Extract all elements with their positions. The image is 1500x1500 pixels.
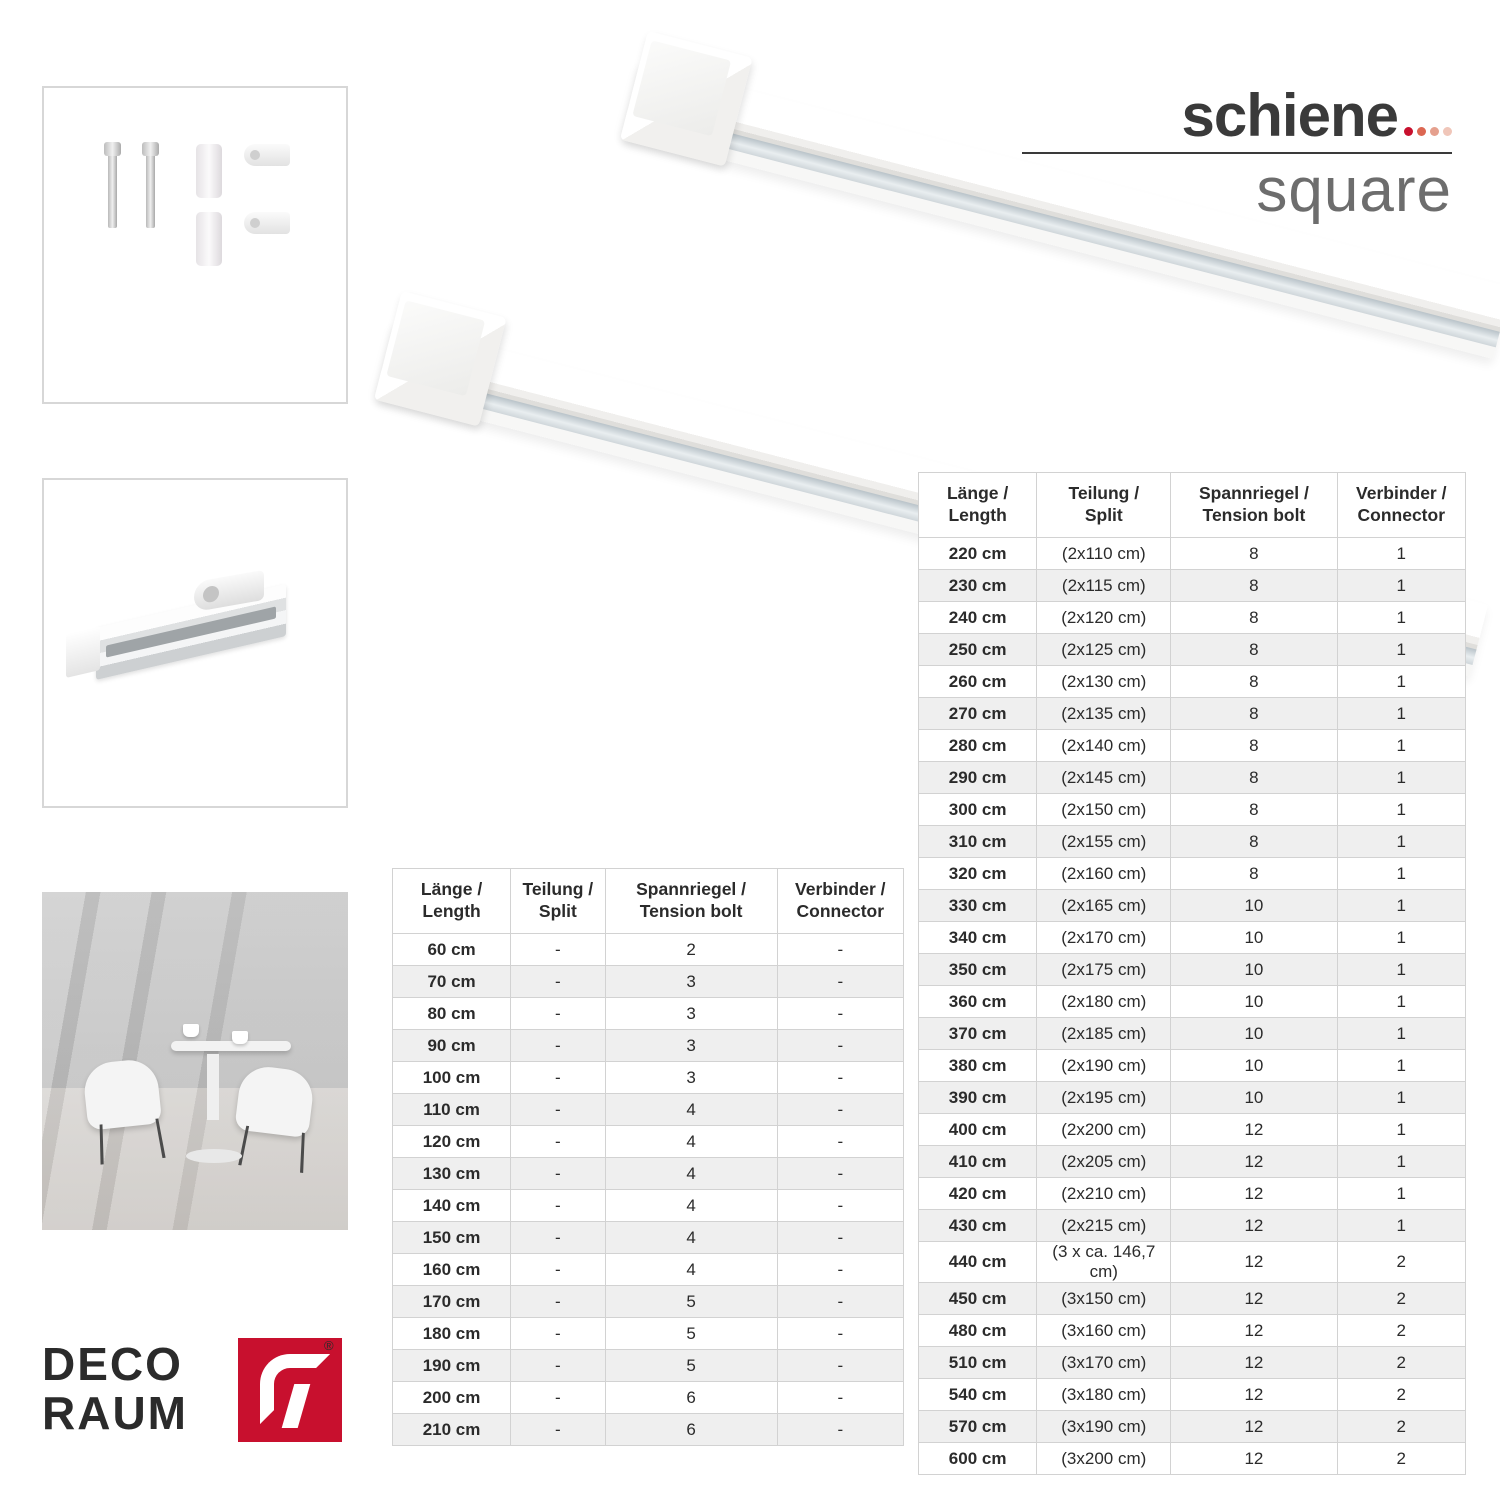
table-cell-split: -	[511, 1382, 606, 1414]
table-cell-split: -	[511, 934, 606, 966]
table-cell-conn: -	[777, 1222, 903, 1254]
table-cell-conn: -	[777, 1094, 903, 1126]
table-cell-bolt: 4	[605, 1190, 777, 1222]
table-cell-len: 400 cm	[919, 1114, 1037, 1146]
table-cell-len: 510 cm	[919, 1347, 1037, 1379]
table-row	[393, 1190, 904, 1222]
table-cell-split: (2x200 cm)	[1037, 1114, 1171, 1146]
table-cell-len: 180 cm	[393, 1318, 511, 1350]
table-cell-bolt: 12	[1171, 1114, 1337, 1146]
end-cap-icon	[66, 626, 100, 678]
brand-dots-icon	[1404, 127, 1452, 142]
table-cell-bolt: 8	[1171, 858, 1337, 890]
table-cell-conn: -	[777, 998, 903, 1030]
table-cell-split: (2x205 cm)	[1037, 1146, 1171, 1178]
column-header-split: Teilung / Split	[1037, 473, 1171, 538]
table-cell-conn: 2	[1337, 1315, 1466, 1347]
table-cell-len: 240 cm	[919, 602, 1037, 634]
table-cell-split: -	[511, 1350, 606, 1382]
screw-icon	[108, 152, 117, 228]
table-cell-bolt: 12	[1171, 1379, 1337, 1411]
table-row	[919, 602, 1466, 634]
thumbnail-profile-detail	[42, 478, 348, 808]
table-row	[919, 1146, 1466, 1178]
table-cell-bolt: 8	[1171, 538, 1337, 570]
table-row	[919, 570, 1466, 602]
table-cell-split: (2x135 cm)	[1037, 698, 1171, 730]
table-row	[919, 986, 1466, 1018]
table-cell-bolt: 8	[1171, 634, 1337, 666]
table-cell-split: (2x140 cm)	[1037, 730, 1171, 762]
table-cell-bolt: 12	[1171, 1315, 1337, 1347]
table-cell-bolt: 8	[1171, 730, 1337, 762]
table-cell-conn: -	[777, 1382, 903, 1414]
table-cell-split: (2x215 cm)	[1037, 1210, 1171, 1242]
table-cell-conn: 1	[1337, 634, 1466, 666]
table-cell-bolt: 10	[1171, 954, 1337, 986]
table-cell-len: 290 cm	[919, 762, 1037, 794]
wall-plug-icon	[196, 212, 222, 266]
table-cell-conn: 2	[1337, 1242, 1466, 1283]
table-cell-conn: -	[777, 1190, 903, 1222]
table-cell-split: -	[511, 1030, 606, 1062]
table-cell-bolt: 5	[605, 1286, 777, 1318]
table-cell-split: (2x210 cm)	[1037, 1178, 1171, 1210]
table-cell-bolt: 4	[605, 1222, 777, 1254]
table-cell-conn: 1	[1337, 986, 1466, 1018]
brand-title-primary-text: schiene	[1181, 82, 1398, 149]
table-row	[919, 1411, 1466, 1443]
table-cell-split: -	[511, 1094, 606, 1126]
column-header-split: Teilung / Split	[511, 869, 606, 934]
table-cell-len: 130 cm	[393, 1158, 511, 1190]
table-cell-split: -	[511, 1222, 606, 1254]
column-header-connector: Verbinder / Connector	[1337, 473, 1466, 538]
table-cell-conn: -	[777, 966, 903, 998]
table-row	[919, 1018, 1466, 1050]
table-row	[919, 634, 1466, 666]
table-cell-len: 340 cm	[919, 922, 1037, 954]
table-cell-bolt: 5	[605, 1350, 777, 1382]
table-cell-split: -	[511, 1286, 606, 1318]
table-row	[393, 1030, 904, 1062]
table-cell-len: 300 cm	[919, 794, 1037, 826]
column-header-connector: Verbinder / Connector	[777, 869, 903, 934]
table-row	[393, 1158, 904, 1190]
table-cell-conn: 1	[1337, 826, 1466, 858]
table-row	[393, 934, 904, 966]
table-cell-conn: 1	[1337, 570, 1466, 602]
table-cell-bolt: 12	[1171, 1283, 1337, 1315]
table-cell-len: 220 cm	[919, 538, 1037, 570]
table-cell-len: 170 cm	[393, 1286, 511, 1318]
table-cell-split: (2x110 cm)	[1037, 538, 1171, 570]
table-cell-len: 230 cm	[919, 570, 1037, 602]
table-cell-split: (2x165 cm)	[1037, 890, 1171, 922]
table-cell-len: 440 cm	[919, 1242, 1037, 1283]
table-cell-split: -	[511, 1158, 606, 1190]
table-cell-conn: 2	[1337, 1379, 1466, 1411]
table-cell-len: 480 cm	[919, 1315, 1037, 1347]
table-cell-split: -	[511, 966, 606, 998]
table-cell-split: (2x175 cm)	[1037, 954, 1171, 986]
logo-mark-icon	[238, 1338, 342, 1442]
table-cell-len: 350 cm	[919, 954, 1037, 986]
table-row	[919, 858, 1466, 890]
table-cell-len: 390 cm	[919, 1082, 1037, 1114]
table-row	[393, 1222, 904, 1254]
table-row	[919, 730, 1466, 762]
table-cell-bolt: 10	[1171, 1050, 1337, 1082]
table-cell-conn: 1	[1337, 762, 1466, 794]
table-cell-conn: 1	[1337, 858, 1466, 890]
table-cell-conn: -	[777, 1318, 903, 1350]
table-row	[919, 1242, 1466, 1283]
table-cell-split: (3x170 cm)	[1037, 1347, 1171, 1379]
table-row	[919, 1210, 1466, 1242]
table-cell-len: 450 cm	[919, 1283, 1037, 1315]
table-row	[919, 1050, 1466, 1082]
table-cell-bolt: 10	[1171, 986, 1337, 1018]
table-cell-conn: 1	[1337, 1018, 1466, 1050]
table-cell-conn: -	[777, 1350, 903, 1382]
thumbnail-hardware-parts	[42, 86, 348, 404]
table-cell-len: 90 cm	[393, 1030, 511, 1062]
table-cell-split: (2x185 cm)	[1037, 1018, 1171, 1050]
table-cell-conn: 1	[1337, 730, 1466, 762]
table-cell-len: 110 cm	[393, 1094, 511, 1126]
table-header-row	[919, 473, 1466, 538]
table-cell-bolt: 3	[605, 998, 777, 1030]
table-row	[393, 998, 904, 1030]
table-cell-bolt: 8	[1171, 570, 1337, 602]
table-row	[919, 794, 1466, 826]
table-cell-bolt: 8	[1171, 698, 1337, 730]
table-cell-len: 370 cm	[919, 1018, 1037, 1050]
brand-divider	[1022, 152, 1452, 154]
table-row	[393, 1094, 904, 1126]
table-cell-conn: -	[777, 1414, 903, 1446]
table-row	[919, 666, 1466, 698]
room-photo	[42, 892, 348, 1230]
table-cell-split: (2x145 cm)	[1037, 762, 1171, 794]
table-cell-conn: 1	[1337, 794, 1466, 826]
table-long-lengths	[918, 472, 1466, 1475]
table-cell-conn: 1	[1337, 602, 1466, 634]
table-cell-conn: 1	[1337, 1082, 1466, 1114]
table-cell-len: 250 cm	[919, 634, 1037, 666]
table-cell-len: 60 cm	[393, 934, 511, 966]
table-cell-len: 280 cm	[919, 730, 1037, 762]
column-header-length: Länge / Length	[393, 869, 511, 934]
column-header-tension-bolt: Spannriegel / Tension bolt	[1171, 473, 1337, 538]
table-cell-len: 360 cm	[919, 986, 1037, 1018]
table-row	[393, 1062, 904, 1094]
table-cell-len: 80 cm	[393, 998, 511, 1030]
table-cell-bolt: 12	[1171, 1146, 1337, 1178]
table-row	[919, 1283, 1466, 1315]
table-row	[393, 1126, 904, 1158]
table-cell-conn: 1	[1337, 1114, 1466, 1146]
table-cell-len: 600 cm	[919, 1443, 1037, 1475]
table-cell-split: (2x180 cm)	[1037, 986, 1171, 1018]
table-row	[919, 826, 1466, 858]
table-row	[919, 1178, 1466, 1210]
table-cell-bolt: 8	[1171, 666, 1337, 698]
table-stem-icon	[207, 1054, 219, 1120]
table-cell-bolt: 10	[1171, 890, 1337, 922]
table-row	[393, 966, 904, 998]
table-cell-bolt: 2	[605, 934, 777, 966]
table-cell-bolt: 12	[1171, 1210, 1337, 1242]
table-cell-len: 190 cm	[393, 1350, 511, 1382]
table-cell-conn: -	[777, 1286, 903, 1318]
table-cell-bolt: 10	[1171, 1018, 1337, 1050]
table-row	[919, 1379, 1466, 1411]
table-cell-bolt: 6	[605, 1414, 777, 1446]
table-cell-conn: 1	[1337, 890, 1466, 922]
table-cell-bolt: 12	[1171, 1443, 1337, 1475]
table-cell-len: 430 cm	[919, 1210, 1037, 1242]
table-cell-bolt: 10	[1171, 922, 1337, 954]
table-short-body	[393, 934, 904, 1446]
table-cell-conn: 2	[1337, 1443, 1466, 1475]
table-row	[919, 538, 1466, 570]
table-cell-len: 380 cm	[919, 1050, 1037, 1082]
table-cell-len: 330 cm	[919, 890, 1037, 922]
table-cell-split: (2x170 cm)	[1037, 922, 1171, 954]
table-cell-conn: 1	[1337, 922, 1466, 954]
table-cell-split: (2x160 cm)	[1037, 858, 1171, 890]
table-cell-len: 260 cm	[919, 666, 1037, 698]
table-cell-bolt: 10	[1171, 1082, 1337, 1114]
chair-icon	[234, 1063, 315, 1138]
table-cell-len: 320 cm	[919, 858, 1037, 890]
table-cell-bolt: 12	[1171, 1178, 1337, 1210]
table-cell-conn: 1	[1337, 538, 1466, 570]
table-long-body	[919, 538, 1466, 1475]
table-row	[919, 1443, 1466, 1475]
table-cell-split: (2x125 cm)	[1037, 634, 1171, 666]
table-cell-split: -	[511, 998, 606, 1030]
table-cell-len: 540 cm	[919, 1379, 1037, 1411]
table-cell-bolt: 4	[605, 1158, 777, 1190]
table-cell-split: (2x155 cm)	[1037, 826, 1171, 858]
table-cell-split: (3x180 cm)	[1037, 1379, 1171, 1411]
table-row	[393, 1286, 904, 1318]
table-cell-conn: -	[777, 1254, 903, 1286]
table-cell-len: 140 cm	[393, 1190, 511, 1222]
table-row	[393, 1254, 904, 1286]
table-cell-bolt: 12	[1171, 1242, 1337, 1283]
table-cell-split: (2x195 cm)	[1037, 1082, 1171, 1114]
table-cell-bolt: 12	[1171, 1411, 1337, 1443]
table-cell-conn: 1	[1337, 1050, 1466, 1082]
screw-icon	[146, 152, 155, 228]
table-cell-split: (2x130 cm)	[1037, 666, 1171, 698]
table-cell-bolt: 4	[605, 1126, 777, 1158]
logo-wordmark	[42, 1340, 188, 1438]
table-row	[919, 1347, 1466, 1379]
table-cell-len: 70 cm	[393, 966, 511, 998]
logo-line-2: RAUM	[42, 1386, 188, 1439]
table-row	[393, 1382, 904, 1414]
table-cell-len: 150 cm	[393, 1222, 511, 1254]
table-cell-conn: -	[777, 1126, 903, 1158]
table-cell-split: (2x115 cm)	[1037, 570, 1171, 602]
table-cell-len: 210 cm	[393, 1414, 511, 1446]
table-row	[393, 1318, 904, 1350]
table-cell-split: (3x150 cm)	[1037, 1283, 1171, 1315]
table-cell-bolt: 8	[1171, 794, 1337, 826]
table-cell-bolt: 3	[605, 966, 777, 998]
table-cell-split: (3x200 cm)	[1037, 1443, 1171, 1475]
thumbnail-room-scene	[42, 892, 348, 1230]
table-cell-len: 310 cm	[919, 826, 1037, 858]
table-cell-split: (3x190 cm)	[1037, 1411, 1171, 1443]
table-cell-conn: 1	[1337, 1178, 1466, 1210]
table-row	[393, 1350, 904, 1382]
table-cell-conn: 2	[1337, 1283, 1466, 1315]
table-cell-bolt: 4	[605, 1094, 777, 1126]
table-cell-split: (3x160 cm)	[1037, 1315, 1171, 1347]
company-logo	[42, 1338, 342, 1458]
logo-line-1: DECO	[42, 1338, 183, 1390]
table-row	[919, 1082, 1466, 1114]
table-cell-bolt: 4	[605, 1254, 777, 1286]
table-cell-len: 100 cm	[393, 1062, 511, 1094]
table-cell-conn: 1	[1337, 666, 1466, 698]
table-cell-split: -	[511, 1062, 606, 1094]
table-row	[919, 762, 1466, 794]
table-cell-conn: -	[777, 1158, 903, 1190]
table-cell-split: -	[511, 1254, 606, 1286]
table-cell-conn: 1	[1337, 954, 1466, 986]
table-cell-conn: -	[777, 934, 903, 966]
table-cell-len: 410 cm	[919, 1146, 1037, 1178]
table-cell-split: (2x120 cm)	[1037, 602, 1171, 634]
table-row	[919, 1114, 1466, 1146]
table-row	[919, 1315, 1466, 1347]
chair-icon	[82, 1057, 162, 1130]
table-cell-split: (3 x ca. 146,7 cm)	[1037, 1242, 1171, 1283]
table-cell-conn: 1	[1337, 698, 1466, 730]
table-cell-bolt: 8	[1171, 602, 1337, 634]
connector-clip-icon	[244, 212, 290, 234]
registered-trademark-symbol: ®	[324, 1338, 334, 1353]
table-cell-conn: 2	[1337, 1411, 1466, 1443]
table-cell-split: (2x150 cm)	[1037, 794, 1171, 826]
table-row	[919, 890, 1466, 922]
table-cell-bolt: 12	[1171, 1347, 1337, 1379]
table-cell-split: -	[511, 1190, 606, 1222]
table-cell-conn: -	[777, 1030, 903, 1062]
column-header-length: Länge / Length	[919, 473, 1037, 538]
table-cell-len: 420 cm	[919, 1178, 1037, 1210]
table-row	[919, 922, 1466, 954]
table-cell-conn: 2	[1337, 1347, 1466, 1379]
table-cell-bolt: 8	[1171, 826, 1337, 858]
table-base-icon	[186, 1149, 242, 1163]
table-cell-bolt: 3	[605, 1030, 777, 1062]
table-cell-split: -	[511, 1318, 606, 1350]
table-cell-conn: 1	[1337, 1210, 1466, 1242]
brand-title-secondary: square	[1256, 156, 1452, 225]
cup-icon	[183, 1024, 199, 1037]
table-row	[919, 954, 1466, 986]
table-cell-bolt: 5	[605, 1318, 777, 1350]
table-cell-len: 120 cm	[393, 1126, 511, 1158]
table-cell-bolt: 8	[1171, 762, 1337, 794]
table-cell-bolt: 6	[605, 1382, 777, 1414]
column-header-tension-bolt: Spannriegel / Tension bolt	[605, 869, 777, 934]
table-cell-len: 160 cm	[393, 1254, 511, 1286]
table-cell-bolt: 3	[605, 1062, 777, 1094]
cup-icon	[232, 1031, 248, 1044]
table-cell-conn: 1	[1337, 1146, 1466, 1178]
wall-plug-icon	[196, 144, 222, 198]
connector-clip-icon	[244, 144, 290, 166]
table-cell-len: 270 cm	[919, 698, 1037, 730]
table-cell-split: (2x190 cm)	[1037, 1050, 1171, 1082]
table-top-icon	[171, 1041, 291, 1051]
table-row	[393, 1414, 904, 1446]
table-header-row	[393, 869, 904, 934]
table-cell-len: 200 cm	[393, 1382, 511, 1414]
table-cell-len: 570 cm	[919, 1411, 1037, 1443]
table-cell-split: -	[511, 1414, 606, 1446]
table-row	[919, 698, 1466, 730]
table-cell-conn: -	[777, 1062, 903, 1094]
table-cell-split: -	[511, 1126, 606, 1158]
brand-title-primary	[1022, 82, 1452, 149]
table-short-lengths	[392, 868, 904, 1446]
